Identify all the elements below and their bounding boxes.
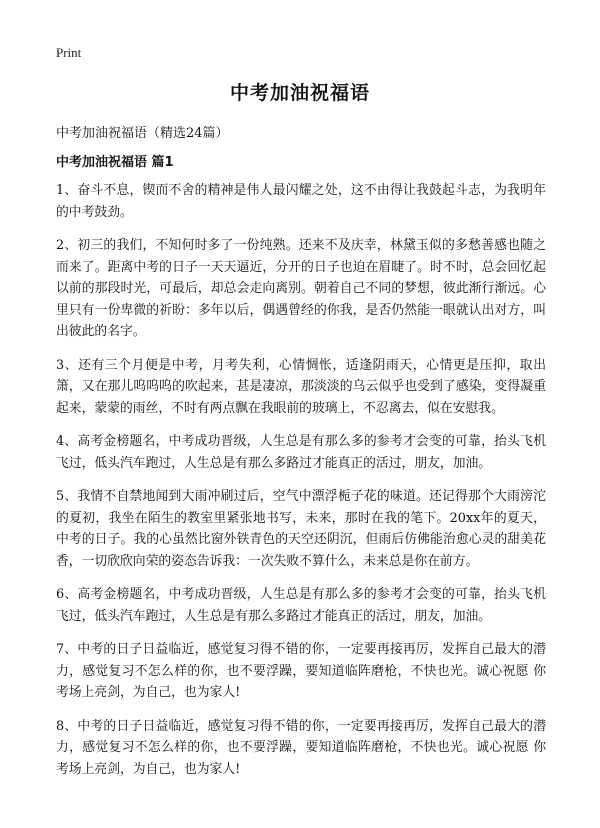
entry-1: 1、奋斗不息，锲而不舍的精神是伟人最闪耀之处，这不由得让我鼓起斗志，为我明年的中考鼓劲。 — [56, 183, 546, 220]
entry-8: 8、中考的日子日益临近，感觉复习得不错的你，一定要再接再厉，发挥自己最大的潜力，感觉复习不怎么样的你，也不要浮躁，要知道临阵磨枪，不快也光。诚心祝愿 你考场上亮剑，为自己，也为家人! — [56, 718, 546, 777]
entry-7: 7、中考的日子日益临近，感觉复习得不错的你，一定要再接再厉，发挥自己最大的潜力，感觉复习不怎么样的你，也不要浮躁，要知道临阵磨枪，不快也光。诚心祝愿 你考场上亮剑，为自己，也为家人! — [56, 642, 546, 700]
print-label: Print — [56, 45, 82, 60]
document-subtitle: 中考加油祝福语（精选24篇） — [56, 126, 229, 141]
entry-5: 5、我情不自禁地闻到大雨冲刷过后，空气中漂浮栀子花的味道。还记得那个大雨滂沱的夏初，我坐在陌生的教室里紧张地书写，未来，那时在我的笔下。20xx年的夏天，中考的日子。我的心虽然比窗外铁青色的天空还阴沉，但雨后仿佛能治愈心灵的甜美花香，一切欣欣向荣的姿态告诉我：一次失败不算什么，未来总是你在前方。 — [56, 489, 546, 569]
entry-list — [56, 180, 546, 792]
section-heading: 中考加油祝福语 篇1 — [56, 155, 174, 170]
entry-4: 4、高考金榜题名，中考成功晋级，人生总是有那么多的参考才会变的可靠，抬头飞机飞过，低头汽车跑过，人生总是有那么多路过才能真正的活过，朋友，加油。 — [56, 434, 546, 471]
entry-3: 3、还有三个月便是中考，月考失利，心情惆怅，适逢阴雨天，心情更是压抑，取出箫，又在那儿呜呜呜的吹起来，甚是凄凉，那淡淡的乌云似乎也受到了感染，变得凝重起来，蒙蒙的雨丝，不时有两点飘在我眼前的玻璃上，不忍离去，似在安慰我。 — [56, 357, 546, 416]
entry-2: 2、初三的我们，不知何时多了一份纯熟。还来不及庆幸，林黛玉似的多愁善感也随之而来了。距离中考的日子一天天逼近，分开的日子也迫在眉睫了。时不时，总会回忆起以前的那段时光，可最后，却总会走向离别。朝着自己不同的梦想，彼此渐行渐远。心里只有一份卑微的祈盼：多年以后，偶遇曾经的你我，是否仍然能一眼就认出对方，叫出彼此的名字。 — [56, 238, 546, 339]
entry-6: 6、高考金榜题名，中考成功晋级，人生总是有那么多的参考才会变的可靠，抬头飞机飞过，低头汽车跑过，人生总是有那么多路过才能真正的活过，朋友，加油。 — [56, 587, 546, 624]
document-title: 中考加油祝福语 — [229, 82, 370, 104]
